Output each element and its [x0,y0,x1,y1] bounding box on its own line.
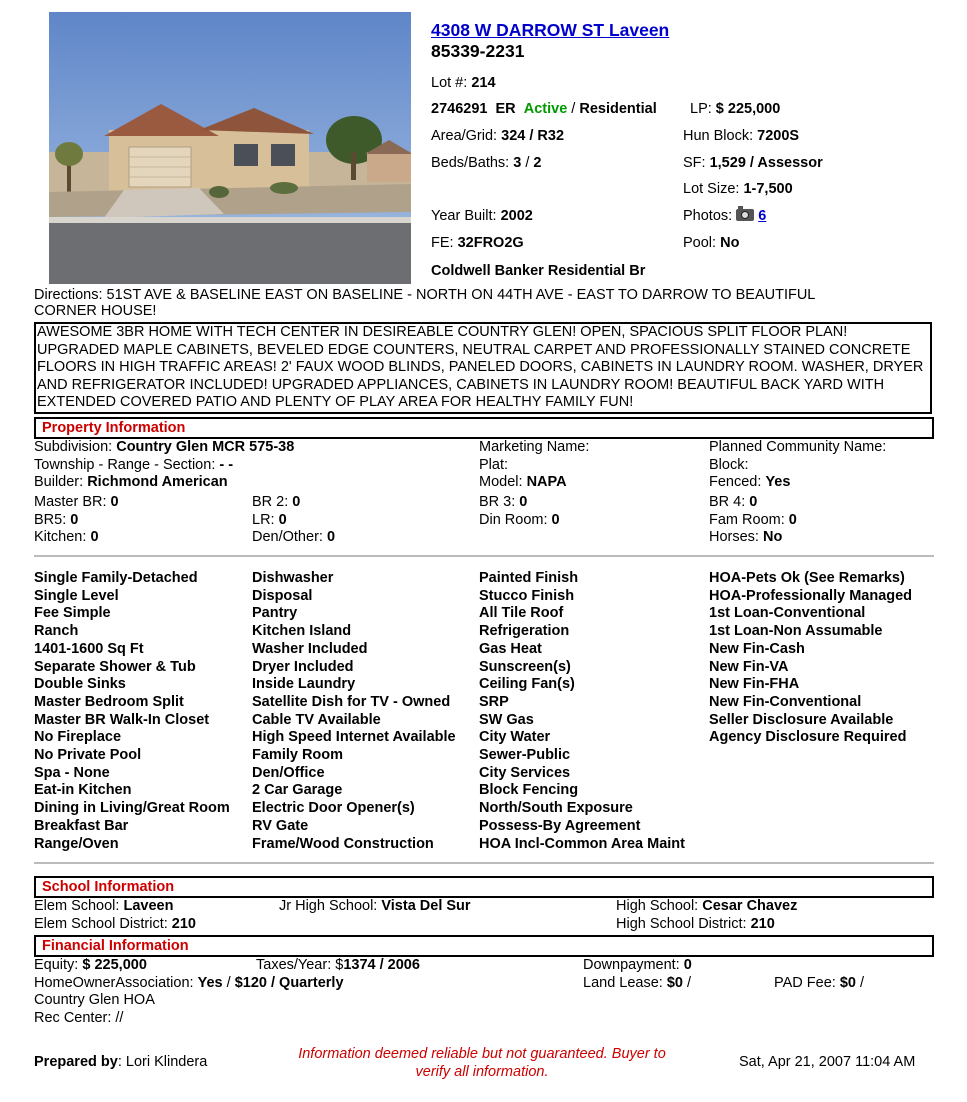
feature-item: North/South Exposure [479,800,633,817]
feature-item: Ceiling Fan(s) [479,676,575,693]
lot-number [431,75,496,91]
feature-item: Kitchen Island [252,623,352,640]
fam-value: 0 [788,511,797,528]
public-remarks: AWESOME 3BR HOME WITH TECH CENTER IN DESIREABLE COUNTRY GLEN! OPEN, SPACIOUS SPLIT FLOOR PLAN! UPGRADED MAPLE CABINETS, BEVELED EDGE COUNTERS, NEUTRAL CARPET AND PROFESSIONALLY STAINED CONCRETE FLOORS IN HIGH TRAFFIC AREAS! 2' FAUX WOOD BLINDS, PANELED DOORS, CABINETS IN LAUNDRY ROOM. WASHER, DRYER AND REFRIGERATOR INCLUDED! UPGRADED APPLIANCES, CABINETS IN LAUNDRY ROOM! BEAUTIFUL BACK YARD WITH EXTENDED COVERED PATIO AND PLENTY OF PLAY AREA FOR HEALTHY FAMILY FUN! [34,322,932,414]
horses-value: No [763,529,783,545]
feature-item: Eat-in Kitchen [34,782,132,799]
down-value: 0 [683,957,692,973]
elem-value: Laveen [123,898,174,914]
feature-item: No Private Pool [34,747,142,764]
high-dist-value: 210 [750,915,775,932]
br5-label: BR5: [34,511,67,528]
jr-label: Jr High School: [279,898,378,914]
directions-label: Directions: [34,287,103,303]
horses-label: Horses: [709,529,759,545]
features-col3 [479,570,685,853]
feature-item: Possess-By Agreement [479,817,641,834]
kitchen-label: Kitchen: [34,529,87,545]
feature-item: SRP [479,693,509,710]
kitchen-value: 0 [90,529,99,545]
financial-col2 [256,957,420,975]
master-br-label: Master BR: [34,494,107,510]
marketing-label: Marketing Name: [479,439,590,455]
feature-item: Sewer-Public [479,747,571,764]
feature-item: 2 Car Garage [252,782,343,799]
feature-item: Frame/Wood Construction [252,835,434,852]
feature-item: Double Sinks [34,676,126,693]
elem-dist-label: Elem School District: [34,915,168,932]
directions-line2: CORNER HOUSE! [34,303,157,319]
fe-value: 32FRO2G [457,235,524,251]
features-col1 [34,570,230,853]
pad-value: $0 [839,975,856,991]
fenced-label: Fenced: [709,474,762,490]
area-value: 324 / R32 [501,128,565,144]
prepared-sep: : [117,1054,122,1070]
pool-value: No [720,235,740,251]
feature-item: New Fin-FHA [709,676,800,693]
property-info-col3 [479,439,589,492]
financial-info-title: Financial Information [42,938,189,954]
area-label: Area/Grid: [431,128,498,144]
br2-label: BR 2: [252,494,289,510]
feature-item: City Water [479,729,551,746]
features-col2 [252,570,456,853]
directions [34,287,815,319]
beds-value: 3 [513,155,522,171]
feature-item: 1st Loan-Conventional [709,605,866,622]
feature-item: Refrigeration [479,623,570,640]
pool [683,235,739,251]
master-br-value: 0 [110,494,119,510]
subdivision-value: Country Glen MCR 575-38 [116,439,295,455]
elem-label: Elem School: [34,898,120,914]
model-value: NAPA [526,474,567,490]
feature-item: Agency Disclosure Required [709,729,907,746]
rec-value: // [115,1009,124,1026]
lease-sep: / [687,974,692,991]
feature-item: Master Bedroom Split [34,693,184,710]
school-col2 [279,898,471,916]
feature-item: Disposal [252,587,313,604]
feature-item: Electric Door Opener(s) [252,800,415,817]
photos-link[interactable]: 6 [758,208,767,224]
feature-item: Pantry [252,605,298,622]
feature-item: RV Gate [252,817,309,834]
den-value: 0 [326,529,336,545]
camera-icon [736,209,754,221]
feature-item: Painted Finish [479,570,579,586]
elem-dist-value: 210 [171,915,196,932]
lr-value: 0 [278,511,287,528]
hoa-sep: / [226,974,231,991]
hoa-fee: $120 / Quarterly [234,974,344,991]
down-label: Downpayment: [583,957,680,973]
rooms-col3 [479,494,560,529]
school-info-header [34,876,934,898]
taxes-label: Taxes/Year: $ [256,957,344,973]
equity-label: Equity: [34,957,79,973]
plat-label: Plat: [479,456,509,473]
br4-value: 0 [749,494,758,510]
rec-label: Rec Center: [34,1009,112,1026]
rooms-col1 [34,494,119,547]
lotsize-value: 1-7,500 [743,181,793,197]
feature-item: Den/Office [252,764,325,781]
disclaimer-line1: Information deemed reliable but not guaranteed. Buyer to [298,1046,666,1062]
hun-block [683,128,799,144]
fe-line [431,235,524,251]
directions-line1: 51ST AVE & BASELINE EAST ON BASELINE - NORTH ON 44TH AVE - EAST TO DARROW TO BEAUTIFUL [106,287,816,303]
year-label: Year Built: [431,208,497,224]
feature-item: Fee Simple [34,605,111,622]
address-link[interactable]: 4308 W DARROW ST Laveen [431,20,670,40]
rooms-col2 [252,494,335,547]
br4-label: BR 4: [709,494,746,510]
feature-item: Single Family-Detached [34,570,198,586]
pool-label: Pool: [683,235,717,251]
broker-name: Coldwell Banker Residential Br [431,263,646,279]
fe-label: FE: [431,235,454,251]
feature-item: Dryer Included [252,658,354,675]
property-info-col4 [709,439,886,492]
hun-label: Hun Block: [683,128,754,144]
subdivision-label: Subdivision: [34,439,113,455]
feature-item: Range/Oven [34,835,119,852]
den-label: Den/Other: [252,529,323,545]
feature-item: Spa - None [34,764,110,781]
feature-item: New Fin-Cash [709,640,805,657]
feature-item: Sunscreen(s) [479,658,571,675]
feature-item: Single Level [34,587,119,604]
mls-number: 2746291 [431,101,488,117]
financial-col3 [583,957,692,992]
year-value: 2002 [500,208,533,224]
fenced-value: Yes [765,474,791,490]
area-grid [431,128,564,144]
feature-item: 1401-1600 Sq Ft [34,640,144,657]
property-info-title: Property Information [42,420,186,436]
lp-label: LP: [690,101,712,117]
lotsize-label: Lot Size: [683,181,740,197]
planned-label: Planned Community Name: [709,439,887,455]
divider [34,862,934,864]
lease-label: Land Lease: [583,974,663,991]
pad-fee [774,975,864,993]
feature-item: New Fin-Conventional [709,693,862,710]
township-value: - - [219,456,234,473]
lot-label: Lot #: [431,75,468,91]
feature-item: HOA-Professionally Managed [709,587,913,604]
mls-type: ER [495,101,516,117]
lr-label: LR: [252,511,275,528]
feature-item: All Tile Roof [479,605,564,622]
block-label: Block: [709,456,749,473]
feature-item: No Fireplace [34,729,122,746]
features-col4 [709,570,912,747]
feature-item: SW Gas [479,711,534,728]
din-value: 0 [551,511,560,528]
lot-size [683,181,793,197]
feature-item: City Services [479,764,571,781]
br5-value: 0 [70,511,79,528]
divider [34,555,934,557]
builder-value: Richmond American [87,474,228,490]
feature-item: Breakfast Bar [34,817,129,834]
feature-item: HOA Incl-Common Area Maint [479,835,685,852]
lp-value: $ 225,000 [715,101,781,117]
sf-value: 1,529 / Assessor [709,155,823,171]
br3-value: 0 [519,494,528,510]
feature-item: Washer Included [252,640,368,657]
sf-label: SF: [683,155,706,171]
prepared-by [34,1054,207,1070]
status-badge: Active [523,101,568,117]
feature-item: Dining in Living/Great Room [34,800,230,817]
feature-item: Seller Disclosure Available [709,711,894,728]
high-value: Cesar Chavez [702,898,798,914]
br3-label: BR 3: [479,494,516,510]
school-col3 [616,898,797,933]
square-feet [683,155,823,171]
beds-baths [431,155,541,171]
baths-value: 2 [533,155,542,171]
list-price [690,101,780,117]
feature-item: High Speed Internet Available [252,729,456,746]
feature-item: Family Room [252,747,344,764]
print-timestamp: Sat, Apr 21, 2007 11:04 AM [739,1054,916,1070]
feature-item: Cable TV Available [252,711,381,728]
photos-label: Photos: [683,208,733,224]
feature-item: Block Fencing [479,782,579,799]
fam-label: Fam Room: [709,511,785,528]
lot-value: 214 [471,75,496,91]
high-label: High School: [616,898,699,914]
financial-info-header [34,935,934,957]
feature-item: Separate Shower & Tub [34,658,196,675]
hoa-yes: Yes [197,974,223,991]
hun-value: 7200S [757,128,800,144]
disclaimer-line2: verify all information. [415,1064,549,1080]
pad-sep: / [859,975,865,991]
din-label: Din Room: [479,511,548,528]
lease-value: $0 [666,974,683,991]
township-label: Township - Range - Section: [34,456,216,473]
feature-item: Satellite Dish for TV - Owned [252,693,451,710]
school-col1 [34,898,196,933]
property-type: Residential [579,101,657,117]
listing-address [431,20,669,62]
pad-label: PAD Fee: [774,975,836,991]
hoa-label: HomeOwnerAssociation: [34,974,194,991]
high-dist-label: High School District: [616,915,747,932]
feature-item: Master BR Walk-In Closet [34,711,210,728]
feature-item: 1st Loan-Non Assumable [709,623,883,640]
disclaimer [262,1045,702,1081]
feature-item: Ranch [34,623,79,640]
feature-item: New Fin-VA [709,658,789,675]
feature-item: Gas Heat [479,640,542,657]
equity-value: $ 225,000 [82,957,147,973]
mls-line [431,101,657,117]
property-photo [49,12,411,284]
property-info-header [34,417,934,439]
taxes-value: 1374 / 2006 [343,957,420,973]
year-built [431,208,533,224]
address-zip: 85339-2231 [431,41,525,61]
photos [683,208,766,224]
prepared-label: Prepared by [34,1054,118,1070]
property-info-col1 [34,439,294,492]
model-label: Model: [479,474,523,490]
school-info-title: School Information [42,879,175,895]
feature-item: Inside Laundry [252,676,356,693]
feature-item: Stucco Finish [479,587,575,604]
builder-label: Builder: [34,474,84,490]
jr-value: Vista Del Sur [381,898,471,914]
prepared-name: Lori Klindera [125,1054,208,1070]
br2-value: 0 [292,494,301,510]
feature-item: HOA-Pets Ok (See Remarks) [709,570,905,586]
baths-sep: / [525,155,530,171]
beds-label: Beds/Baths: [431,155,510,171]
status-sep: / [571,101,576,117]
rooms-col4 [709,494,797,547]
hoa-name: Country Glen HOA [34,992,155,1008]
feature-item: Dishwasher [252,570,334,586]
